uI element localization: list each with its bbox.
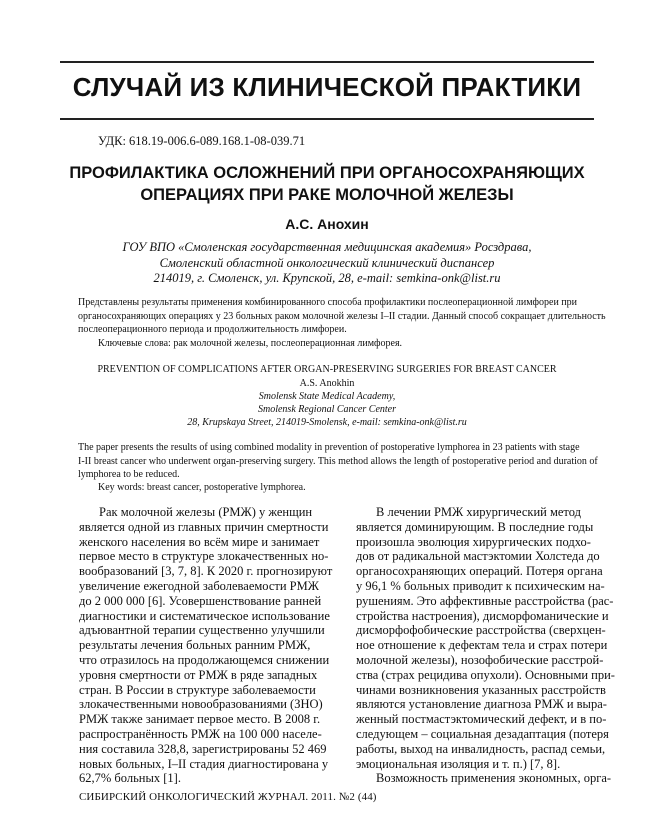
section-title: СЛУЧАЙ ИЗ КЛИНИЧЕСКОЙ ПРАКТИКИ — [72, 72, 582, 102]
body-line: злокачественными новообразованиями (ЗНО) — [79, 697, 323, 712]
article-title — [60, 162, 594, 206]
body-line: ное отношение к дефектам тела и страх потери — [356, 638, 608, 653]
body-line: адъювантной терапии существенно улучшили — [79, 623, 325, 638]
body-line: эмоциональная изоляция и т. п.) [7, 8]. — [356, 756, 561, 771]
keywords-ru-text: Ключевые слова: рак молочной железы, послеоперационная лимфорея. — [98, 338, 403, 349]
keywords-en-text: Key words: breast cancer, postoperative lymphorea. — [98, 482, 306, 493]
body-line: РМЖ также занимает первое место. В 2008 г. — [79, 712, 321, 727]
body-line: Рак молочной железы (РМЖ) у женщин — [99, 505, 313, 519]
affiliation-line: ГОУ ВПО «Смоленская государственная медицинская академия» Росздрава, — [122, 240, 532, 254]
body-line: органосохраняющих операций. Потеря органа — [356, 564, 603, 579]
abstract-ru — [78, 296, 606, 337]
header-top-rule — [60, 61, 594, 63]
body-line: 62,7% больных [1]. — [79, 771, 181, 786]
body-line: Возможность применения экономных, орга- — [376, 771, 612, 786]
body-line: ства (страх рецидива опухоли). Основными при- — [356, 667, 615, 682]
keywords-en — [98, 481, 618, 495]
article-title-line: ПРОФИЛАКТИКА ОСЛОЖНЕНИЙ ПРИ ОРГАНОСОХРАНЯЮЩИХ — [69, 164, 585, 182]
body-line: увеличение ежегодной заболеваемости РМЖ — [79, 578, 319, 593]
body-line: дов от радикальной мастэктомии Холстеда до — [356, 549, 600, 564]
body-line: является одной из главных причин смертности — [79, 519, 329, 534]
body-line: произошла эволюция хирургических подхо- — [356, 534, 591, 549]
body-line: распространённость РМЖ на 100 000 населе- — [79, 726, 322, 741]
body-line: чинами возникновения указанных расстройств — [356, 682, 606, 697]
abstract-en-line: The paper presents the results of using combined modality in prevention of postoperative lymphorea in 23 patients with stage — [78, 442, 580, 453]
abstract-ru-line: органосохраняющих операциях у 23 больных раком молочной железы I–II стадии. Данный способ сокращает длительность — [78, 310, 606, 322]
body-line: уровня смертности от РМЖ в ряде западных — [79, 667, 318, 682]
header-bottom-rule — [60, 118, 594, 120]
abstract-en-line: lymphorea to be reduced. — [78, 469, 180, 480]
english-affiliation-line: Smolensk Regional Cancer Center — [257, 404, 397, 415]
body-line: является доминирующим. В последние годы — [356, 519, 594, 534]
body-column-left — [79, 505, 333, 786]
body-column-right — [356, 505, 615, 786]
body-line: В лечении РМЖ хирургический метод — [376, 505, 581, 519]
body-line: вообразований [3, 7, 8]. К 2020 г. прогнозируют — [79, 564, 333, 579]
journal-footer: СИБИРСКИЙ ОНКОЛОГИЧЕСКИЙ ЖУРНАЛ. 2011. №2 (44) — [79, 791, 377, 803]
body-line: являются установление диагноза РМЖ и выра- — [356, 697, 607, 712]
keywords-ru — [98, 337, 618, 351]
body-line: стран. В России в структуре заболеваемости — [79, 682, 316, 697]
body-line: новых больных, I–II стадия диагностирована у — [79, 756, 329, 771]
abstract-ru-line: Представлены результаты применения комбинированного способа профилактики послеоперационной лимфореи при — [78, 297, 578, 308]
english-affiliation-line: Smolensk State Medical Academy, — [258, 391, 396, 402]
body-line: до 2 000 000 [6]. Усовершенствование ранней — [79, 593, 322, 608]
body-line: следующем – социальная дезадаптация (потеря — [356, 726, 609, 741]
abstract-ru-line: послеоперационного периода и продолжительность лимфореи. — [78, 324, 347, 335]
english-title: PREVENTION OF COMPLICATIONS AFTER ORGAN-PRESERVING SURGERIES FOR BREAST CANCER — [97, 364, 557, 375]
body-line: диагностики и систематическое использование — [79, 608, 330, 623]
body-line: работы, выход на инвалидность, распад семьи, — [356, 741, 606, 756]
body-line: первое место в структуре злокачественных но- — [79, 549, 329, 564]
body-line: рушениям. Это аффективные расстройства (рас- — [356, 593, 614, 608]
body-line: что отразилось на продолжающемся снижении — [79, 652, 330, 667]
english-author: A.S. Anokhin — [299, 378, 355, 389]
abstract-en-line: I-II breast cancer who underwent organ-preserving surgery. This method allows the length of postoperative period and duration of — [78, 455, 598, 467]
affiliation-line: 214019, г. Смоленск, ул. Крупской, 28, e-mail: semkina-onk@list.ru — [153, 271, 501, 285]
body-line: дисморфофобические расстройства (сверхцен- — [356, 623, 606, 638]
udk-code: УДК: 618.19-006.6-089.168.1-08-039.71 — [98, 134, 306, 148]
abstract-en — [78, 441, 598, 482]
body-line: молочной железы), нозофобические расстрой- — [356, 652, 604, 667]
author-name: А.С. Анохин — [285, 216, 369, 232]
body-line: стройства настроения), дисморфоманические и — [356, 608, 609, 623]
body-line: женный постмастэктомический дефект, и в по- — [356, 712, 607, 727]
affiliation — [60, 240, 594, 287]
body-line: результаты лечения больных ранним РМЖ, — [79, 638, 311, 653]
body-line: ния составила 328,8, зарегистрированы 52 469 — [79, 741, 327, 756]
body-line: женского населения во всём мире и занимает — [79, 534, 320, 549]
body-line: у 96,1 % больных приводит к психическим на- — [356, 578, 605, 593]
english-affiliation-line: 28, Krupskaya Street, 214019-Smolensk, e-mail: semkina-onk@list.ru — [187, 417, 467, 428]
article-title-line: ОПЕРАЦИЯХ ПРИ РАКЕ МОЛОЧНОЙ ЖЕЛЕЗЫ — [140, 186, 514, 204]
affiliation-line: Смоленский областной онкологический клинический диспансер — [159, 255, 495, 270]
